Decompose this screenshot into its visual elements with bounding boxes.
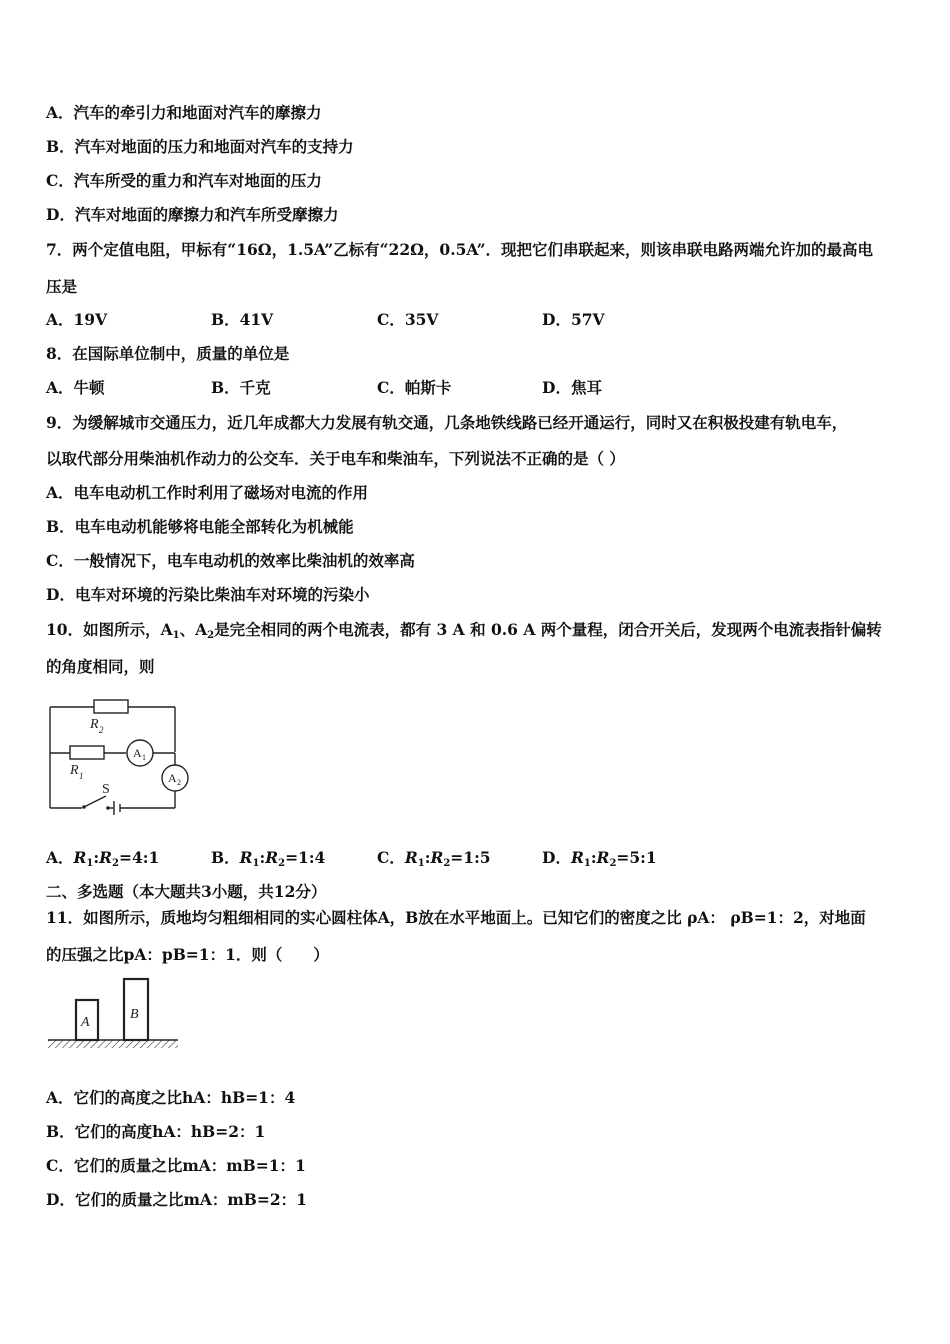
q7-option-d: D．57V — [542, 310, 605, 329]
q10-option-b: B．$R_1:R_2=1:4$ — [211, 848, 326, 869]
q7-stem-line2: 压是 — [46, 277, 78, 296]
q10-option-d: D．$R_1:R_2=5:1$ — [542, 848, 657, 869]
q7-option-b: B．41V — [211, 310, 274, 329]
q6-option-a: A．汽车的牵引力和地面对汽车的摩擦力 — [46, 103, 322, 122]
q6-option-b: B．汽车对地面的压力和地面对汽车的支持力 — [46, 137, 354, 156]
switch-s — [84, 796, 106, 807]
q8-option-b: B．千克 — [211, 378, 271, 397]
q9-option-c: C．一般情况下，电车电动机的效率比柴油机的效率高 — [46, 551, 415, 570]
section-heading: 二、多选题（本大题共3小题，共12分） — [46, 882, 327, 901]
label-b: B — [130, 1007, 139, 1022]
q11-stem-line2: 的压强之比pA：pB=1：1．则（ ） — [46, 945, 329, 964]
circuit-diagram — [44, 692, 194, 818]
q8-option-d: D．焦耳 — [542, 378, 602, 397]
q10-option-c: C．$R_1:R_2=1:5$ — [377, 848, 491, 869]
q10-stem-line2: 的角度相同，则 — [46, 657, 155, 676]
label-a1: A — [133, 746, 142, 760]
q9-stem-line2: 以取代部分用柴油机作动力的公交车．关于电车和柴油车，下列说法不正确的是（ ） — [46, 449, 625, 468]
q7-option-c: C．35V — [377, 310, 439, 329]
label-a: A — [81, 1015, 90, 1030]
label-r2: R — [90, 717, 99, 732]
q11-option-a: A．它们的高度之比hA：hB=1：4 — [46, 1088, 296, 1107]
label-r2-sub: 2 — [99, 725, 104, 735]
label-r1: R — [70, 763, 79, 778]
q11-option-b: B．它们的高度hA：hB=2：1 — [46, 1122, 266, 1141]
q9-option-a: A．电车电动机工作时利用了磁场对电流的作用 — [46, 483, 369, 502]
q11-option-c: C．它们的质量之比mA：mB=1：1 — [46, 1156, 306, 1175]
q7-option-a: A．19V — [46, 310, 108, 329]
label-r1-sub: 1 — [79, 771, 84, 781]
label-a2: A — [168, 771, 177, 785]
q9-option-b: B．电车电动机能够将电能全部转化为机械能 — [46, 517, 354, 536]
label-a1-sub: 1 — [142, 753, 146, 762]
label-a2-sub: 2 — [177, 778, 181, 787]
q6-option-d: D．汽车对地面的摩擦力和汽车所受摩擦力 — [46, 205, 339, 224]
q11-stem-line1: 11．如图所示，质地均匀粗细相同的实心圆柱体A，B放在水平地面上。已知它们的密度之比 ρA： ρB=1：2，对地面 — [46, 908, 866, 927]
cylinders-diagram — [44, 974, 180, 1054]
q8-stem: 8．在国际单位制中，质量的单位是 — [46, 344, 290, 363]
q9-option-d: D．电车对环境的污染比柴油车对环境的污染小 — [46, 585, 370, 604]
q11-option-d: D．它们的质量之比mA：mB=2：1 — [46, 1190, 307, 1209]
label-s: S — [102, 782, 110, 797]
q9-stem-line1: 9．为缓解城市交通压力，近几年成都大力发展有轨交通，几条地铁线路已经开通运行，同时又在积极投建有轨电车， — [46, 413, 848, 432]
resistor-r1 — [70, 746, 104, 759]
q7-stem-line1: 7．两个定值电阻，甲标有“16Ω，1.5A”乙标有“22Ω，0.5A”．现把它们串联起来，则该串联电路两端允许加的最高电 — [46, 240, 873, 259]
q10-stem-line1: 10．如图所示，$A_1$、$A_2$是完全相同的两个电流表，都有 3 A 和 0.6 A 两个量程，闭合开关后，发现两个电流表指针偏转 — [46, 620, 882, 641]
q10-option-a: A．$R_1:R_2=4:1$ — [46, 848, 160, 869]
q8-option-c: C．帕斯卡 — [377, 378, 452, 397]
q8-option-a: A．牛顿 — [46, 378, 105, 397]
q6-option-c: C．汽车所受的重力和汽车对地面的压力 — [46, 171, 322, 190]
resistor-r2 — [94, 700, 128, 713]
